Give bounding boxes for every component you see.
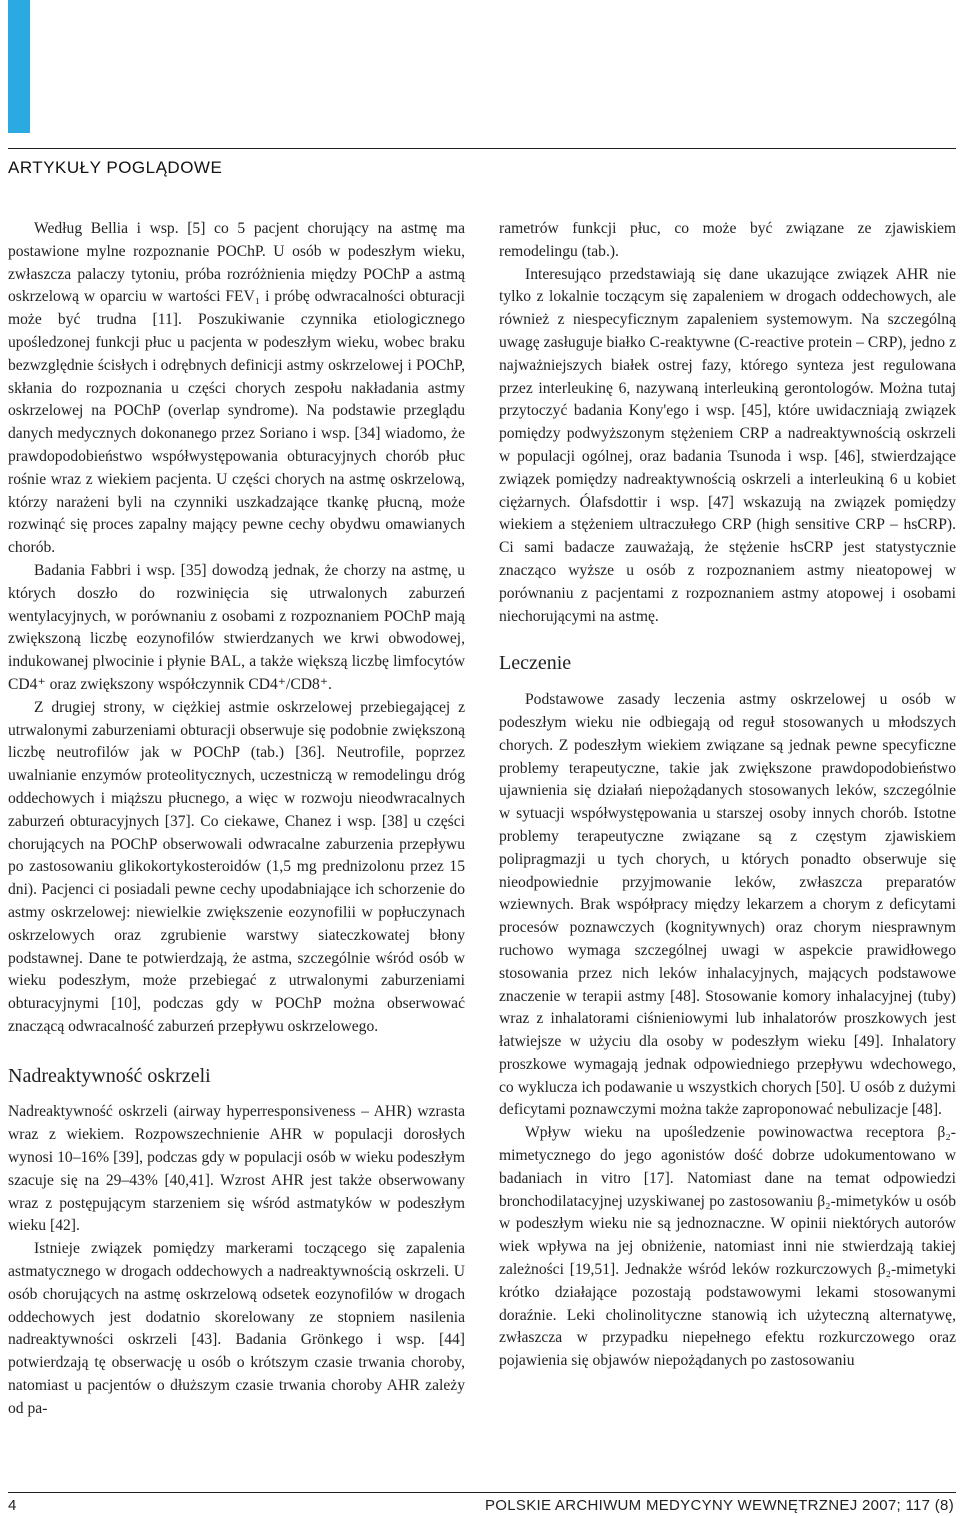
header-rule bbox=[8, 148, 956, 149]
paragraph: Interesująco przedstawiają się dane ukazujące związek AHR nie tylko z lokalnie toczącym się zapaleniem w drogach oddechowych, ale również z niespecyficznym zapaleniem systemowym. Na szczególną uwagę zasługuje białko C-reaktywne (C-reactive protein – CRP), jedno z najważniejszych białek ostrej fazy, którego synteza jest regulowana przez interleukinę 6, nazywaną interleukiną gerontologów. Można tutaj przytoczyć badania Kony'ego i wsp. [45], które uwidaczniają związek pomiędzy podwyższonym stężeniem CRP a nadreaktywnością oskrzeli w populacji ogólnej, oraz badania Tsunoda i wsp. [46], stwierdzające związek pomiędzy nadreaktywnością oskrzeli a interleukiną 6 u kobiet ciężarnych. Ólafsdottir i wsp. [47] wskazują na związek pomiędzy wiekiem a stężeniem ultraczułego CRP (high sensitive CRP – hsCRP). Ci sami badacze zauważają, że stężenie hsCRP jest statystycznie znacząco wyższe u osób z rozpoznaniem astmy nieatopowej w porównaniu z pacjentami z rozpoznaniem astmy atopowej i osobami niechorującymi na astmę. bbox=[499, 265, 956, 625]
paragraph: Istnieje związek pomiędzy markerami toczącego się zapalenia astmatycznego w drogach oddechowych a nadreaktywnością oskrzeli. U osób chorujących na astmę oskrzelową odsetek eozynofilów w drogach oddechowych jest dodatnio skorelowany ze stopniem nasilenia nadreaktywności oskrzeli [43]. Badania Grönkego i wsp. [44] potwierdzają tę obserwację u osób o krótszym czasie trwania choroby, natomiast u pacjentów o dłuższym czasie trwania choroby AHR zależy od pa- bbox=[8, 1240, 465, 1417]
paragraph: Według Bellia i wsp. [5] co 5 pacjent chorujący na astmę ma postawione mylne rozpoznanie POChP. U osób w podeszłym wieku, zwłaszcza palaczy tytoniu, próba rozróżnienia między POChP a astmą oskrzelową w oparciu w wartości FEV₁ i próbę odwracalności obturacji może być trudna [11]. Poszukiwanie czynnika etiologicznego upośledzonej funkcji płuc u pacjenta w podeszłym wieku, wobec braku bezwzględnie ścisłych i odrębnych definicji astmy oskrzelowej i POChP, skłania do rozpoznania u części chorych zespołu nakładania astmy oskrzelowej na POChP (overlap syndrome). Na podstawie przeglądu danych medycznych dokonanego przez Soriano i wsp. [34] wiadomo, że prawdopodobieństwo współwystępowania obturacyjnych chorób płuc rośnie wraz z wiekiem pacjenta. U części chorych na astmę oskrzelową, którzy narażeni byli na czynniki uszkadzające tkankę płucną, może rozwinąć się proces zapalny mający pewne cechy obydwu omawianych chorób. bbox=[8, 220, 465, 557]
journal-citation: POLSKIE ARCHIWUM MEDYCYNY WEWNĘTRZNEJ 2007; 117 (8) bbox=[484, 1497, 954, 1514]
paragraph: rametrów funkcji płuc, co może być związane ze zjawiskiem remodelingu (tab.). bbox=[499, 220, 956, 260]
footer-rule bbox=[8, 1492, 956, 1493]
paragraph: Z drugiej strony, w ciężkiej astmie oskrzelowej przebiegającej z utrwalonymi zaburzeniami obturacji obserwuje się podobnie zwiększoną liczbę neutrofilów jak w POChP (tab.) [36]. Neutrofile, poprzez uwalnianie enzymów proteolitycznych, uczestniczą w remodelingu dróg oddechowych i miąższu płucnego, a więc w rozwoju nieodwracalnych zaburzeń obturacyjnych [37]. Co ciekawe, Chanez i wsp. [38] u części chorujących na POChP obserwowali odwracalne zaburzenia przepływu po zastosowaniu glikokortykosteroidów (1,5 mg prednizolonu przez 15 dni). Pacjenci ci posiadali pewne cechy upodabniające ich schorzenie do astmy oskrzelowej: niewielkie zwiększenie eozynofilii w popłuczynach oskrzelowych oraz zgrubienie warstwy siateczkowatej błony podstawnej. Dane te potwierdzają, że astma, szczególnie wśród osób w wieku podeszłym, może przebiegać z utrwalonymi zaburzeniami obturacyjnymi [10], podczas gdy w POChP można obserwować znaczącą odwracalność zaburzeń przepływu oskrzelowego. bbox=[8, 698, 465, 1035]
section-heading: Leczenie bbox=[499, 652, 572, 675]
right-column bbox=[499, 218, 956, 1373]
accent-bar bbox=[8, 0, 30, 133]
paragraph: Podstawowe zasady leczenia astmy oskrzelowej u osób w podeszłym wieku nie odbiegają od reguł stosowanych u młodszych chorych. Z podeszłym wiekiem związane są jednak pewne specyficzne problemy terapeutyczne, takie jak zwiększone prawdopodobieństwo ujawnienia się działań niepożądanych stosowanych leków, szczególnie w sytuacji współwystępowania u starszej osoby innych chorób. Istotne problemy terapeutyczne związane są z częstym zjawiskiem polipragmazji u tych chorych, u których ponadto obserwuje się nieodpowiednie przyjmowanie leków, zwłaszcza preparatów wziewnych. Brak współpracy między lekarzem a chorym z deficytami procesów poznawczych (kognitywnych) oraz chorym niesprawnym ruchowo wymaga szczególnej uwagi w aspekcie prawidłowego stosowania przez nich leków inhalacyjnych, mających podstawowe znaczenie w terapii astmy [48]. Stosowanie komory inhalacyjnej (tuby) wraz z inhalatorami ciśnieniowymi lub inhalatorów proszkowych jest łatwiejsze w użyciu dla osoby w podeszłym wieku [49]. Inhalatory proszkowe wymagają jednak odpowiedniego przepływu wdechowego, co wyklucza ich podawanie u wszystkich chorych [50]. U osób z dużymi deficytami poznawczymi można także zaproponować nebulizacje [48]. bbox=[499, 691, 956, 1119]
paragraph: Wpływ wieku na upośledzenie powinowactwa receptora β₂-mimetycznego do jego agonistów dość dobrze udokumentowano w badaniach in vitro [17]. Natomiast dane na temat odpowiedzi bronchodilatacyjnej uzyskiwanej po zastosowaniu β₂-mimetyków u osób w podeszłym wieku nie są jednoznaczne. W opinii niektórych autorów wiek wpływa na jej obniżenie, natomiast inni nie stwierdzają takiej zależności [19,51]. Jednakże wśród leków rozkurczowych β₂-mimetyki krótko działające pozostają podstawowymi lekami stosowanymi doraźnie. Leki cholinolityczne stanowią ich użyteczną alternatywę, zwłaszcza w przypadku niepełnego efektu rozkurczowego oraz pojawienia się objawów niepożądanych po zastosowaniu bbox=[499, 1124, 956, 1370]
section-label: ARTYKUŁY POGLĄDOWE bbox=[8, 158, 223, 177]
paragraph: Nadreaktywność oskrzeli (airway hyperresponsiveness – AHR) wzrasta wraz z wiekiem. Rozpowszechnienie AHR w populacji dorosłych wynosi 10–16% [39], podczas gdy w populacji osób w wieku podeszłym szacuje się na 29–43% [40,41]. Wzrost AHR jest także obserwowany wraz z postępującym starzeniem się wśród astmatyków w podeszłym wieku [42]. bbox=[8, 1103, 465, 1235]
paragraph: Badania Fabbri i wsp. [35] dowodzą jednak, że chorzy na astmę, u których doszło do rozwinięcia się utrwalonych zaburzeń wentylacyjnych, w porównaniu z osobami z rozpoznaniem POChP mają zwiększoną liczbę eozynofilów stwierdzanych we krwi obwodowej, indukowanej plwocinie i płynie BAL, a także większą liczbę limfocytów CD4⁺ oraz zwiększony współczynnik CD4⁺/CD8⁺. bbox=[8, 561, 465, 693]
left-column bbox=[8, 218, 465, 1421]
section-heading: Nadreaktywność oskrzeli bbox=[8, 1064, 211, 1087]
page-number: 4 bbox=[8, 1497, 17, 1514]
